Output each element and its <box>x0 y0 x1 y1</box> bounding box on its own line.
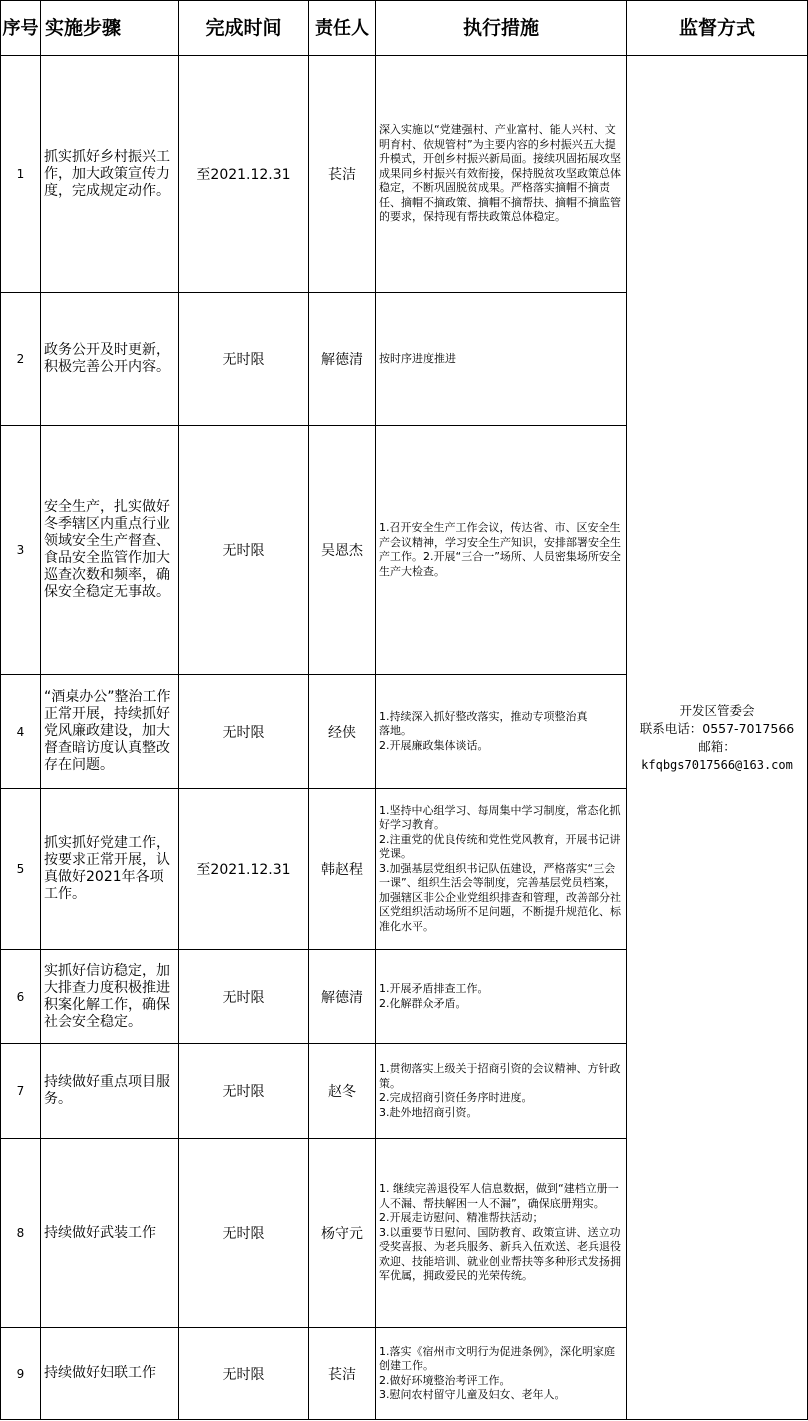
table-row <box>1 56 808 293</box>
row-time: 无时限 <box>179 1044 309 1139</box>
row-step: 抓实抓好党建工作，按要求正常开展，认真做好2021年各项工作。 <box>41 789 179 950</box>
row-step: 政务公开及时更新，积极完善公开内容。 <box>41 293 179 426</box>
row-person: 苌洁 <box>309 56 376 293</box>
row-time: 无时限 <box>179 675 309 789</box>
row-measure: 1. 继续完善退役军人信息数据，做到“建档立册一人不漏、帮扶解困一人不漏”，确保底册翔实。 2.开展走访慰问、精准帮扶活动； 3.以重要节日慰问、国防教育、政策宣讲、送立功受奖喜报、为老兵服务、新兵入伍欢送、老兵退役欢迎、技能培训、就业创业帮扶等多种形式发扬拥军优属，拥政爱民的光荣传统。 <box>376 1139 627 1328</box>
row-no: 1 <box>1 56 41 293</box>
row-step: 持续做好妇联工作 <box>41 1328 179 1420</box>
row-step: 抓实抓好乡村振兴工作，加大政策宣传力度，完成规定动作。 <box>41 56 179 293</box>
row-measure: 1.开展矛盾排查工作。 2.化解群众矛盾。 <box>376 950 627 1044</box>
row-time: 无时限 <box>179 1328 309 1420</box>
row-person: 赵冬 <box>309 1044 376 1139</box>
header-measure: 执行措施 <box>376 1 627 56</box>
row-time: 无时限 <box>179 293 309 426</box>
row-person: 苌洁 <box>309 1328 376 1420</box>
header-no: 序号 <box>1 1 41 56</box>
row-no: 7 <box>1 1044 41 1139</box>
row-step: 实抓好信访稳定，加大排查力度积极推进积案化解工作，确保社会安全稳定。 <box>41 950 179 1044</box>
row-no: 4 <box>1 675 41 789</box>
row-person: 杨守元 <box>309 1139 376 1328</box>
header-step: 实施步骤 <box>41 1 179 56</box>
row-person: 经侠 <box>309 675 376 789</box>
row-step: 持续做好武装工作 <box>41 1139 179 1328</box>
supervision-email-label: 邮箱： <box>698 738 736 754</box>
row-person: 解德清 <box>309 950 376 1044</box>
row-measure: 1.落实《宿州市文明行为促进条例》，深化明家庭创建工作。 2.做好环境整治考评工作。 3.慰问农村留守儿童及妇女、老年人。 <box>376 1328 627 1420</box>
row-no: 3 <box>1 426 41 675</box>
row-step: “酒桌办公”整治工作正常开展，持续抓好党风廉政建设，加大督查暗访度认真整改存在问题。 <box>41 675 179 789</box>
row-measure: 按时序进度推进 <box>376 293 627 426</box>
header-supervision: 监督方式 <box>627 1 808 56</box>
row-measure: 1.贯彻落实上级关于招商引资的会议精神、方针政策。 2.完成招商引资任务序时进度。 3.赴外地招商引资。 <box>376 1044 627 1139</box>
supervision-org: 开发区管委会 <box>679 702 755 718</box>
header-person: 责任人 <box>309 1 376 56</box>
row-no: 9 <box>1 1328 41 1420</box>
row-no: 2 <box>1 293 41 426</box>
supervision-cell <box>627 56 808 1420</box>
supervision-email: kfqbgs7017566@163.com <box>641 757 793 772</box>
row-step: 安全生产，扎实做好冬季辖区内重点行业领域安全生产督查、食品安全监管作加大巡查次数和频率，确保安全稳定无事故。 <box>41 426 179 675</box>
row-no: 6 <box>1 950 41 1044</box>
row-measure: 1.坚持中心组学习、每周集中学习制度，常态化抓好学习教育。 2.注重党的优良传统和党性党风教育，开展书记讲党课。 3.加强基层党组织书记队伍建设，严格落实“三会一课”、组织生活会等制度，完善基层党员档案，加强辖区非公企业党组织排查和管理，改善部分社区党组织活动场所不足问题，不断提升规范化、标准化水平。 <box>376 789 627 950</box>
row-time: 至2021.12.31 <box>179 789 309 950</box>
row-no: 8 <box>1 1139 41 1328</box>
row-person: 解德清 <box>309 293 376 426</box>
row-measure: 深入实施以“党建强村、产业富村、能人兴村、文明育村、依规管村”为主要内容的乡村振兴五大提升模式，开创乡村振兴新局面。接续巩固拓展攻坚成果同乡村振兴有效衔接，保持脱贫攻坚政策总体稳定，不断巩固脱贫成果。严格落实摘帽不摘责任、摘帽不摘政策、摘帽不摘帮扶、摘帽不摘监管的要求，保持现有帮扶政策总体稳定。 <box>376 56 627 293</box>
row-measure: 1.持续深入抓好整改落实，推动专项整治真 落地。 2.开展廉政集体谈话。 <box>376 675 627 789</box>
row-person: 韩赵程 <box>309 789 376 950</box>
row-time: 无时限 <box>179 1139 309 1328</box>
row-person: 吴恩杰 <box>309 426 376 675</box>
row-time: 无时限 <box>179 426 309 675</box>
row-measure: 1.召开安全生产工作会议，传达省、市、区安全生产会议精神，学习安全生产知识，安排部署安全生产工作。2.开展“三合一”场所、人员密集场所安全生产大检查。 <box>376 426 627 675</box>
row-no: 5 <box>1 789 41 950</box>
header-row <box>1 1 808 56</box>
row-time: 无时限 <box>179 950 309 1044</box>
supervision-phone: 联系电话：0557-7017566 <box>639 720 795 736</box>
row-step: 持续做好重点项目服务。 <box>41 1044 179 1139</box>
row-time: 至2021.12.31 <box>179 56 309 293</box>
header-time: 完成时间 <box>179 1 309 56</box>
